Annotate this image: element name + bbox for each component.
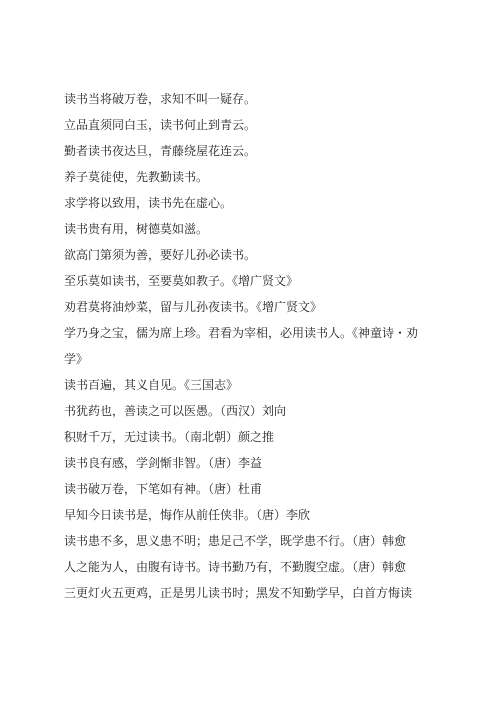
text-line: 学》 (64, 352, 89, 366)
text-line: 读书良有感，学剑惭非智。（唐）李益 (64, 456, 263, 470)
text-line: 三更灯火五更鸡，正是男儿读书时；黑发不知勤学早，白首方悔读 (64, 586, 413, 600)
quote-list (64, 91, 444, 611)
text-line: 读书百遍，其义自见。《三国志》 (64, 378, 239, 392)
text-line: 书犹药也，善读之可以医愚。（西汉）刘向 (64, 404, 287, 418)
text-line: 读书当将破万卷，求知不叫一疑存。 (64, 92, 257, 106)
text-line: 积财千万，无过读书。（南北朝）颜之推 (64, 430, 275, 444)
text-line: 人之能为人，由腹有诗书。诗书勤乃有，不勤腹空虚。（唐）韩愈 (64, 560, 407, 574)
text-line: 读书患不多，思义患不明；患足己不学，既学患不行。（唐）韩愈 (64, 534, 407, 548)
text-line: 至乐莫如读书，至要莫如教子。《增广贤文》 (64, 274, 299, 288)
text-line: 早知今日读书是，悔作从前任侠非。（唐）李欣 (64, 508, 311, 522)
text-line: 勤者读书夜达旦，青藤绕屋花连云。 (64, 144, 257, 158)
text-line: 求学将以致用，读书先在虚心。 (64, 196, 233, 210)
text-line: 立品直须同白玉，读书何止到青云。 (64, 118, 257, 132)
text-line: 读书贵有用，树德莫如滋。 (64, 222, 209, 236)
text-line: 欲高门第须为善，要好儿孙必读书。 (64, 248, 257, 262)
text-line: 养子莫徒使，先教勤读书。 (64, 170, 209, 184)
text-line: 读书破万卷，下笔如有神。（唐）杜甫 (64, 482, 263, 496)
text-line: 劝君莫将油炒菜，留与儿孙夜读书。《增广贤文》 (64, 300, 323, 314)
text-line: 学乃身之宝，儒为席上珍。君看为宰相，必用读书人。《神童诗・劝 (64, 326, 419, 340)
